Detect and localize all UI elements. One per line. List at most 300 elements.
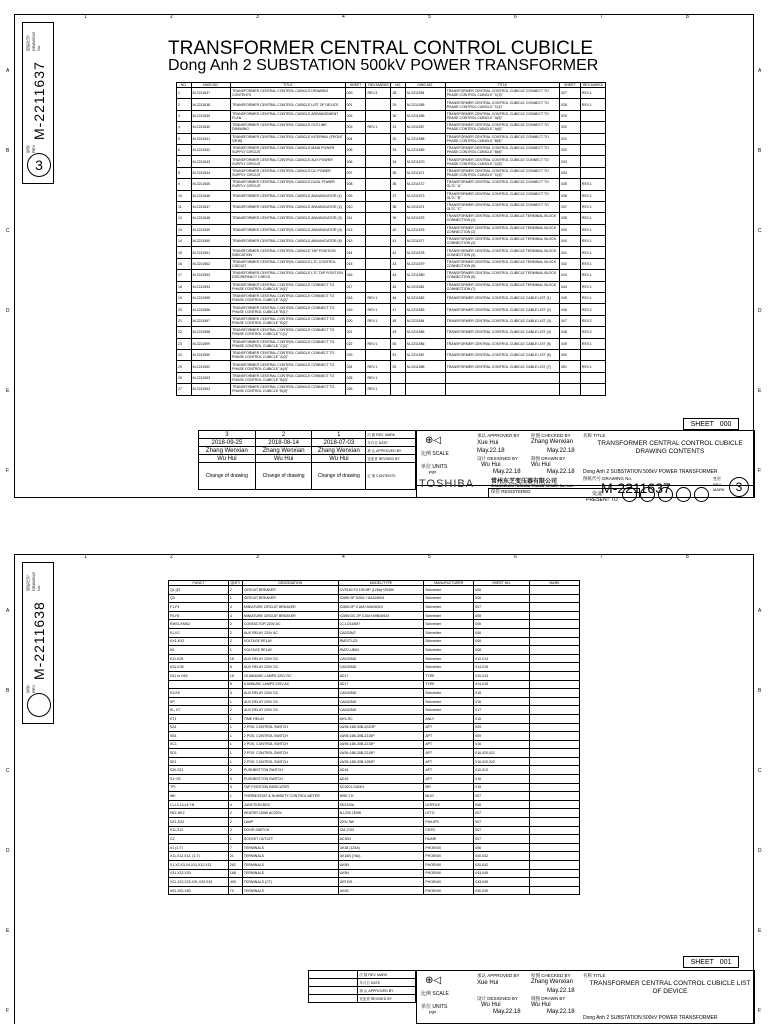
table-cell: AUX RELAY 220V DC [242,697,338,706]
table-row [169,775,580,784]
table-cell [530,663,580,672]
table-cell: SB1 [169,732,229,741]
table-cell [580,167,605,178]
table-cell: M-2211558 [406,133,446,144]
table-cell: 007 [474,835,530,844]
unit-value: P/P [429,470,437,475]
designed-name: Wu Hui [481,1002,501,1008]
table-cell: 005 [345,144,366,155]
table-cell: 007 [474,818,530,827]
table-cell: 003 [345,122,366,133]
table-row [169,594,580,603]
table-cell [391,372,406,383]
table-row [177,133,606,144]
table-cell: 1 [228,835,242,844]
table-cell: Schneider [424,706,474,715]
table-cell: M-2211552 [191,361,231,372]
table-cell [366,236,391,247]
table-cell: 20 [177,304,192,315]
table-cell [366,247,391,258]
table-cell [530,671,580,680]
column-marker: 1 [84,14,87,20]
table-cell: 009 [474,732,530,741]
table-cell [530,732,580,741]
table-cell: CVS160 F3 125 MP (125A)+29450 [338,586,424,595]
table-cell: M-2211574 [406,201,446,212]
table-cell: TRANSFORMER CENTRAL CONTROL CUBICLE CONNECT TO PHASE CONTROL CUBICLE "C(5)" [445,156,560,167]
row-marker: F [6,1008,10,1014]
revision-cell: 3 [199,431,256,439]
column-header: DWG.NO. [406,83,446,88]
table-cell: M-2211548 [191,213,231,224]
table-cell [530,740,580,749]
table-cell: 7 [228,843,242,852]
table-cell: 020 [345,315,366,326]
table-cell: PHILIPS [424,818,474,827]
table-cell: TRANSFORMER CENTRAL CONTROL CUBICLE ANNUNCIATOR (3) [231,213,346,224]
table-row [169,620,580,629]
table-cell: 2 [228,586,242,595]
table-cell: 1 [228,757,242,766]
table-row [169,826,580,835]
table-cell: RM22TU23 [338,637,424,646]
table-cell: M-2211575 [406,213,446,224]
table-cell: CAD32MD [338,654,424,663]
table-cell: AD17 [338,680,424,689]
table-cell: RM22-UB34 [338,646,424,655]
table-cell: 008 [474,646,530,655]
table-cell: APT [424,723,474,732]
table-cell: 1 [228,740,242,749]
row-marker: D [758,308,762,314]
table-cell: Schneider [424,654,474,663]
table-cell: 220V 9W [338,818,424,827]
left-row-ruler [4,14,14,498]
table-row [177,224,606,235]
table-cell: M-2211555 [406,99,446,110]
table-cell [580,384,605,395]
table-cell: 019 [345,304,366,315]
table-cell: 006 [345,156,366,167]
table-cell: 001 [345,99,366,110]
table-cell: Schneider [424,689,474,698]
table-row [169,697,580,706]
sheet-number-box [683,956,739,968]
table-cell: 046 [560,304,581,315]
row-marker: C [758,768,762,774]
table-cell: TRANSFORMER CENTRAL CONTROL CUBICLE TERMINAL BLOCK CONNECTION (2) [445,224,560,235]
sheet-label: SHEET [690,958,714,966]
table-cell: 043-045 [474,878,530,887]
table-cell: 014 [345,247,366,258]
table-cell: 3 [228,783,242,792]
table-cell: VOLTAGE RELAY [242,637,338,646]
column-marker: 4 [342,14,345,20]
revision-cell: Change of drawing [312,463,366,490]
table-cell: 039 [560,224,581,235]
table-cell: 19 [177,293,192,304]
table-cell: 29 [391,99,406,110]
drawn-label: 制图 DRAWN BY [531,456,566,461]
title-block-title: TRANSFORMER CENTRAL CONTROL CUBICLE LIST OF DEVICE [589,980,751,995]
table-cell [580,349,605,360]
table-cell: TRANSFORMER CENTRAL CONTROL CUBICLE CONNECT TO PHASE CONTROL CUBICLE "B(6)" [445,144,560,155]
row-marker: A [6,68,10,74]
table-cell: K11-K25 [169,654,229,663]
table-cell: Q1,Q2 [169,586,229,595]
table-cell: SD1 [169,749,229,758]
table-cell: 015 [474,689,530,698]
checked-label: 检图 CHECKED BY [531,433,571,438]
table-cell: 020-042 [474,861,530,870]
present-circle [694,487,709,502]
present-circle [676,487,691,502]
table-cell: 2 POS. CONTROL SWITCH [242,757,338,766]
table-cell: TERMINALS (CT) [242,878,338,887]
table-cell: 016 [474,740,530,749]
scale-label: 比例 SCALE [421,991,449,997]
revision-row [199,447,416,455]
table-cell: TRANSFORMER CENTRAL CONTROL CUBICLE CONNECT TO PHASE CONTROL CUBICLE "A(5)" [445,110,560,121]
table-cell: TRANSFORMER CENTRAL CONTROL CUBICLE CABLE LIST (6) [445,349,560,360]
table-cell: 21 [177,315,192,326]
table-cell: TPI [169,783,229,792]
table-cell: IC65N 3P D25A + A9A26924 [338,594,424,603]
table-cell: REV.1 [366,293,391,304]
table-cell: M-2211583 [406,304,446,315]
column-marker: 5 [428,554,431,560]
table-cell: 022 [345,338,366,349]
table-cell: 26 [177,372,192,383]
revision-field-label: 次 数 REV. MARK [358,971,416,979]
table-cell: M-2211556 [406,110,446,121]
table-cell: K3-K5 [169,689,229,698]
table-cell: TRANSFORMER CENTRAL CONTROL CUBICLE CABLE LIST (3) [445,315,560,326]
table-row [177,338,606,349]
table-cell [445,384,560,395]
table-cell [530,620,580,629]
table-cell: 51 [391,349,406,360]
table-row [169,869,580,878]
table-cell: 015 [345,258,366,269]
table-cell: 029 [560,110,581,121]
table-cell: 015 [474,783,530,792]
table-cell: TRANSFORMER CENTRAL CONTROL CUBICLE CABLE LIST (5) [445,338,560,349]
table-cell: 18 [177,281,192,292]
table-cell: 9 [177,179,192,190]
table-cell: 25 [177,361,192,372]
table-cell: TRANSFORMER CENTRAL CONTROL CUBICLE CONNECT TO PHASE CONTROL CUBICLE "B(1)" [231,304,346,315]
table-cell: 004 [345,133,366,144]
column-header: NO. [391,83,406,88]
table-cell: M-2211553 [191,384,231,395]
table-cell: M-2211579 [406,258,446,269]
table-cell [169,680,229,689]
table-cell: REV.3 [366,88,391,99]
top-column-ruler [14,553,754,563]
table-cell: TRANSFORMER CENTRAL CONTROL CUBICLE TERMINAL BLOCK CONNECTION (6) [445,270,560,281]
company-name: 常州东芝变压器有限公司 [491,479,558,485]
table-cell [530,611,580,620]
table-cell: 2 POS. CONTROL SWITCH [242,732,338,741]
table-cell: 049 [560,338,581,349]
table-cell: Schneider [424,646,474,655]
table-row [169,663,580,672]
table-row [169,654,580,663]
table-cell: DZ1,DZ2 [169,818,229,827]
table-cell: CAD32M7 [338,628,424,637]
table-cell: 010 [345,201,366,212]
table-row [169,878,580,887]
dwg-no-label: 图纸代号 DRAWING No. [583,476,633,481]
revision-row [199,439,416,447]
table-cell: 006 [474,620,530,629]
table-row [177,236,606,247]
table-cell: TRANSFORMER CENTRAL CONTROL CUBICLE LTC CONTROL CIRCUIT [231,258,346,269]
table-cell: LEIPOLE [424,800,474,809]
table-cell: WSK-TH [338,792,424,801]
table-cell: TRANSFORMER CENTRAL CONTROL CUBICLE CABLE LIST (7) [445,361,560,372]
table-cell: M-2211543 [191,156,231,167]
table-cell: KP [169,697,229,706]
column-header: MARK [530,581,580,586]
table-cell: 016,020,022 [474,749,530,758]
table-row [177,349,606,360]
table-cell: 16 [177,258,192,269]
checked-name: Zhang Wenxian [531,439,573,445]
table-cell: AUX RELAY 220V DC [242,689,338,698]
title-label: 名称 TITLE [583,433,606,438]
table-cell: 026 [345,384,366,395]
table-cell: 006 [474,800,530,809]
table-cell [366,213,391,224]
table-cell: 007 [474,792,530,801]
table-cell: TRANSFORMER CENTRAL CONTROL CUBICLE CABLE LIST (2) [445,304,560,315]
table-cell: HEATER 150W AC220V [242,809,338,818]
table-row [177,304,606,315]
table-cell [366,270,391,281]
table-cell: 2 [228,809,242,818]
table-cell: 1 [228,749,242,758]
table-cell [530,723,580,732]
table-cell: 1 [228,723,242,732]
table-cell: M-2211599 [191,338,231,349]
table-cell: APT [424,766,474,775]
table-row [169,740,580,749]
table-cell [366,133,391,144]
table-cell: MINIATURE CIRCUIT BREAKER [242,611,338,620]
column-marker: 7 [600,554,603,560]
table-row [169,835,580,844]
table-cell: M-2211593 [191,270,231,281]
table-cell: REV.1 [580,258,605,269]
sheet-label: SHEET [690,420,714,428]
table-row [177,88,606,99]
table-cell: MINIATURE CIRCUIT BREAKER [242,603,338,612]
table-cell: 014-015 [474,680,530,689]
revision-cell: 2018-09-25 [199,439,256,447]
table-cell: CAD32MD [338,689,424,698]
table-cell: M-2211637 [191,88,231,99]
row-marker: D [758,848,762,854]
column-header: SHEET [560,83,581,88]
table-cell: 017 [345,281,366,292]
table-cell: UK6S [338,886,424,895]
change-label: 变递 [592,491,603,497]
table-row [177,361,606,372]
table-cell [366,144,391,155]
table-cell: 002 [345,110,366,121]
table-cell: 15 ANNUNC LAMPS 220V DC [242,671,338,680]
table-cell: 4 [228,603,242,612]
table-cell: AD17 [338,671,424,680]
table-cell: M-2211550 [191,236,231,247]
table-cell: 006 [474,586,530,595]
table-cell: 23 [177,338,192,349]
table-cell: APT [424,740,474,749]
table-cell: TRANSFORMER CENTRAL CONTROL CUBICLE ANNUNCIATOR (5) [231,236,346,247]
table-cell: 031 [560,133,581,144]
table-row [169,680,580,689]
table-row [169,757,580,766]
table-cell: M-2211586 [406,338,446,349]
table-cell: REV.1 [580,213,605,224]
column-header: SHEET NO. [474,581,530,586]
table-cell: 016 [474,775,530,784]
registered-label: 保管 REGISTERED [491,489,531,494]
table-cell: LW39-16B-30B-202/3P [338,723,424,732]
table-cell: 34 [391,156,406,167]
table-cell: REV.1 [580,88,605,99]
rev-label: 变更 REV [25,144,36,153]
table-cell: NJ-200 150W [338,809,424,818]
table-row [169,843,580,852]
table-cell: 262 [228,861,242,870]
table-cell: TRANSFORMER CENTRAL CONTROL CUBICLE ANNUNCIATOR (1) [231,190,346,201]
table-cell: THERMOSTAT & HUMIDITY CONTROL METER [242,792,338,801]
table-cell: TERMINALS [242,861,338,870]
table-cell: AD16 [338,766,424,775]
table-cell: 52 [391,361,406,372]
table-cell: M-2211542 [191,144,231,155]
table-cell: APT [424,732,474,741]
table-cell [580,156,605,167]
table-cell: 37 [391,190,406,201]
table-cell: Schneider [424,663,474,672]
table-cell: LAMP [242,818,338,827]
table-cell: CAD32MD [338,663,424,672]
right-row-ruler [756,554,766,1024]
table-cell: HUARI [424,835,474,844]
table-cell: REV.2 [580,327,605,338]
table-cell: CM-1703 [338,826,424,835]
table-cell: 39 [391,213,406,224]
table-cell [366,156,391,167]
table-cell [366,224,391,235]
column-header: SHEET [345,83,366,88]
device-list-table [168,580,580,895]
table-cell [530,835,580,844]
table-cell [530,714,580,723]
table-cell: 006 [474,637,530,646]
table-cell: Schneider [424,628,474,637]
table-cell: 50 [391,338,406,349]
table-cell: 012 [345,224,366,235]
table-cell: TRANSFORMER CENTRAL CONTROL CUBICLE CONNECT TO PHASE CONTROL CUBICLE "A(6)" [445,122,560,133]
checked-name: Zhang Wenxian [531,979,573,985]
table-cell: 011 [345,213,366,224]
checked-date: May.22.18 [547,988,575,994]
drawing-number: M-2211638 [31,601,47,681]
table-cell: PHOENIX [424,843,474,852]
table-cell: 10 [177,190,192,201]
table-cell: REV.1 [580,99,605,110]
sheet-number: 001 [719,958,732,966]
table-cell: PHOENIX [424,878,474,887]
table-cell: SE1 [169,757,229,766]
table-cell: 17 [177,270,192,281]
table-cell [366,349,391,360]
table-cell: 8 [177,167,192,178]
column-marker: 4 [342,554,345,560]
present-to-label: PRESENT TO [586,497,618,503]
table-cell: REV.1 [580,270,605,281]
table-cell [366,99,391,110]
table-cell: 405 [228,878,242,887]
revision-cell [309,979,358,987]
table-cell: KL, K7 [169,706,229,715]
table-cell: SOCKET OUTLET [242,835,338,844]
table-cell: 7 [177,156,192,167]
table-cell: 41 [391,236,406,247]
table-cell: PHOENIX [424,852,474,861]
table-cell: TERMINALS [242,852,338,861]
unit-value: P/P [429,1010,437,1015]
company-logo: TOSHIBA [419,478,475,490]
table-cell: M-2211581 [406,281,446,292]
table-cell: M-2211545 [191,179,231,190]
table-cell: REV.1 [366,372,391,383]
table-cell: TRANSFORMER CENTRAL CONTROL CUBICLE CONNECT TO PHASE CONTROL CUBICLE "A(3)" [231,349,346,360]
table-cell: M-2211588 [406,361,446,372]
column-header: DWG.NO. [191,83,231,88]
table-cell: AUX RELAY 220V AC [242,628,338,637]
table-cell: 3 [228,689,242,698]
table-cell: 016,020,022 [474,757,530,766]
table-row [177,372,606,383]
column-header: QNTY [228,581,242,586]
column-header: FUNCT [169,581,229,586]
table-cell: M-2211554 [406,88,446,99]
table-cell: 044 [560,281,581,292]
table-cell: TRANSFORMER CENTRAL CONTROL CUBICLE MAIN POWER SUPPLY CIRCUIT [231,144,346,155]
table-cell [530,818,580,827]
table-cell [530,861,580,870]
approved-name: Xue Hui [477,440,499,446]
table-cell: 040 [560,236,581,247]
table-cell: 009 [474,723,530,732]
table-row [169,628,580,637]
table-cell: REV.1 [580,190,605,201]
table-cell: AC30N [338,835,424,844]
table-cell: 15 [177,247,192,258]
table-row [169,749,580,758]
table-cell: WK [169,792,229,801]
table-cell: M-2211573 [406,190,446,201]
table-cell: M-2211597 [191,315,231,326]
revision-row [199,455,416,463]
drawing-number-label: 图纸代号 DRAWING No. [25,571,41,591]
